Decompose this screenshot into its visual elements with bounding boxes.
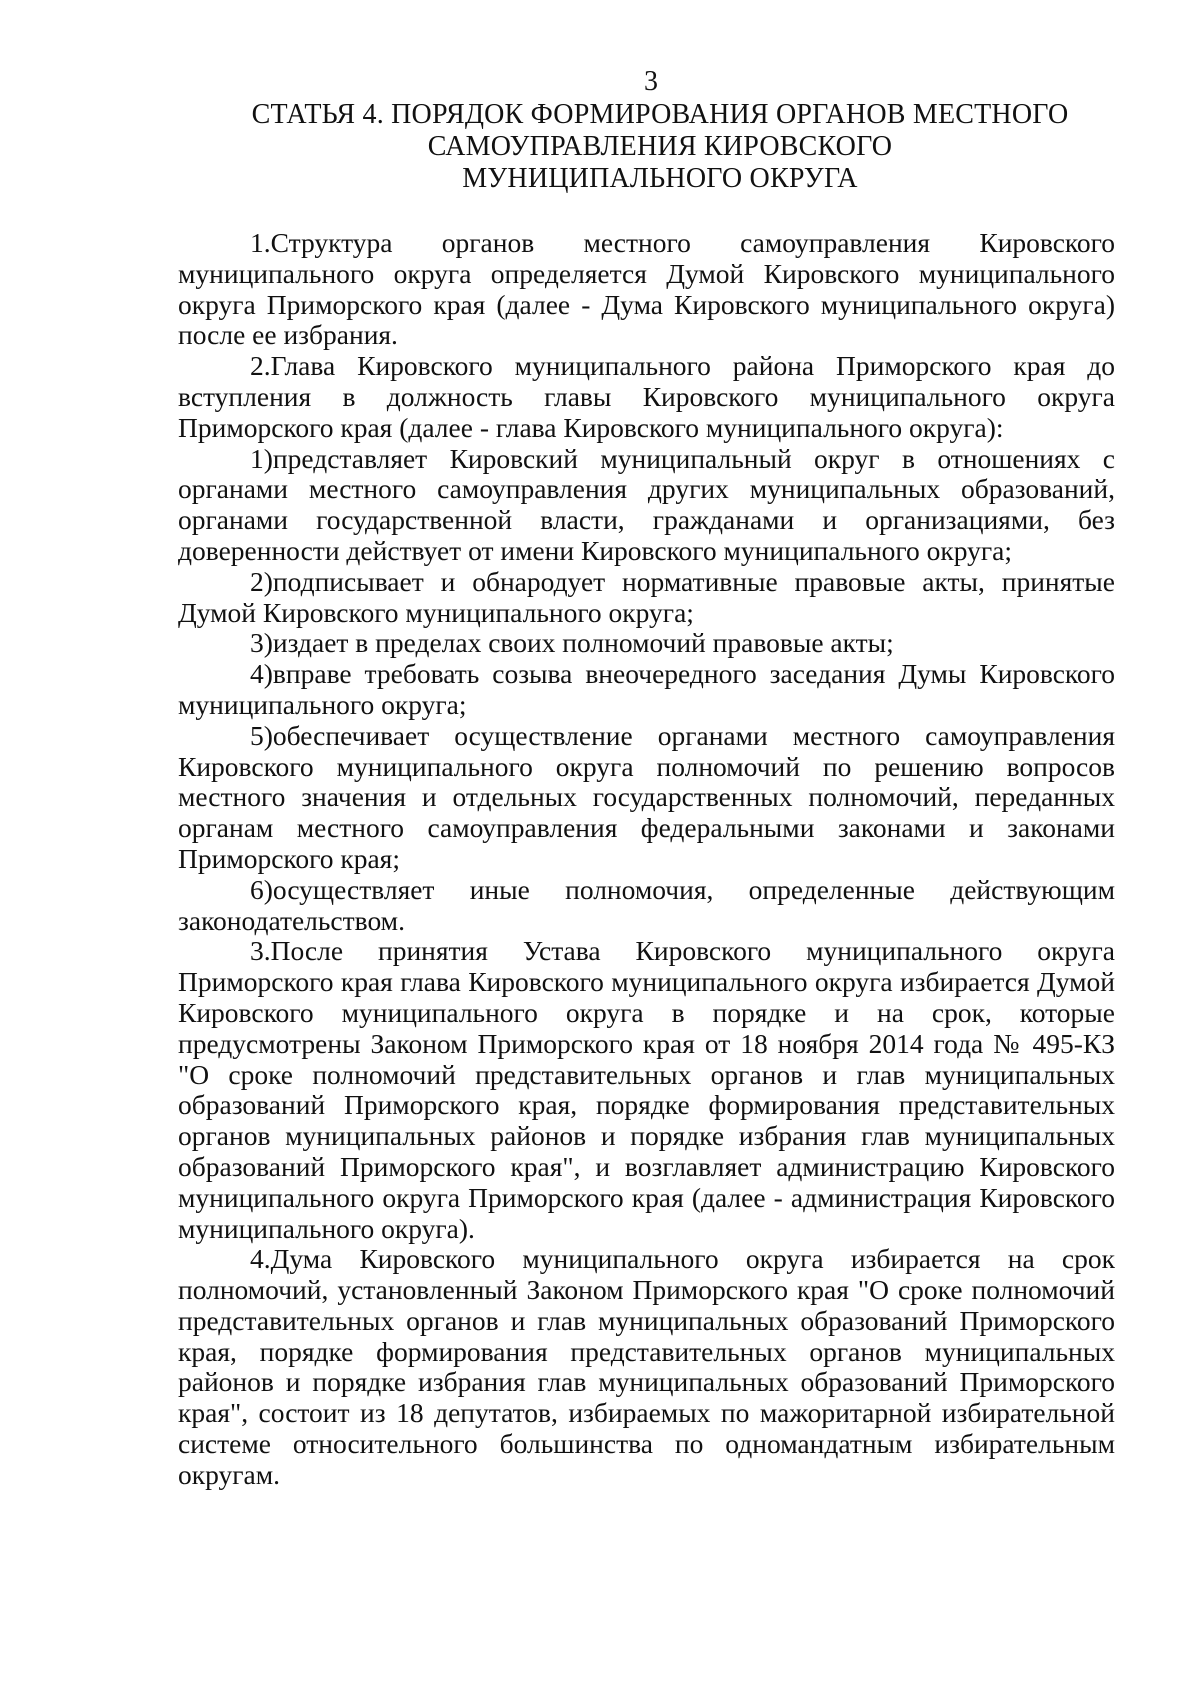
article-title-line-2: САМОУПРАВЛЕНИЯ КИРОВСКОГО bbox=[427, 131, 893, 162]
article-title-line-3: МУНИЦИПАЛЬНОГО ОКРУГА bbox=[462, 163, 858, 194]
paragraph-4: 4.Дума Кировского муниципального округа избирается на срок полномочий, установленный Законом Приморского края "О сроке полномочий представительных органов и глав муниципальных образований Приморского края, порядке формирования представительных органов муниципальных районов и порядке избрания глав муниципальных образований Приморского края", состоит из 18 депутатов, избираемых по мажоритарной избирательной системе относительного большинства по одномандатным избирательным округам. bbox=[178, 1243, 1115, 1490]
paragraph-2: 2.Глава Кировского муниципального района Приморского края до вступления в должность главы Кировского муниципального округа Приморского края (далее - глава Кировского муниципального округа): bbox=[178, 350, 1115, 443]
paragraph-1: 1.Структура органов местного самоуправления Кировского муниципального округа определяется Думой Кировского муниципального округа Приморского края (далее - Дума Кировского муниципального округа) после ее избрания. bbox=[178, 227, 1115, 351]
page-number: 3 bbox=[644, 66, 658, 97]
paragraph-2-item-1: 1)представляет Кировский муниципальный округ в отношениях с органами местного самоуправления других муниципальных образований, органами государственной власти, гражданами и организациями, без доверенности действует от имени Кировского муниципального округа; bbox=[178, 442, 1115, 566]
paragraph-2-item-5: 5)обеспечивает осуществление органами местного самоуправления Кировского муниципального округа полномочий по решению вопросов местного значения и отдельных государственных полномочий, переданных органам местного самоуправления федеральными законами и законами Приморского края; bbox=[178, 719, 1115, 874]
paragraph-2-item-2: 2)подписывает и обнародует нормативные правовые акты, принятые Думой Кировского муниципального округа; bbox=[178, 565, 1115, 628]
paragraph-3: 3.После принятия Устава Кировского муниципального округа Приморского края глава Кировского муниципального округа избирается Думой Кировского муниципального округа в порядке и на срок, которые предусмотрены Законом Приморского края от 18 ноября 2014 года № 495-КЗ "О сроке полномочий представительных органов и глав муниципальных образований Приморского края, порядке формирования представительных органов муниципальных районов и порядке избрания глав муниципальных образований Приморского края", и возглавляет администрацию Кировского муниципального округа Приморского края (далее - администрация Кировского муниципального округа). bbox=[178, 935, 1115, 1244]
article-body bbox=[178, 228, 1115, 1491]
paragraph-2-item-4: 4)вправе требовать созыва внеочередного заседания Думы Кировского муниципального округа; bbox=[178, 658, 1115, 720]
article-title-line-1: СТАТЬЯ 4. ПОРЯДОК ФОРМИРОВАНИЯ ОРГАНОВ МЕСТНОГО bbox=[251, 99, 1069, 130]
paragraph-2-item-3: 3)издает в пределах своих полномочий правовые акты; bbox=[250, 627, 894, 659]
article-title bbox=[210, 99, 1110, 195]
paragraph-2-item-6: 6)осуществляет иные полномочия, определенные действующим законодательством. bbox=[178, 873, 1115, 936]
